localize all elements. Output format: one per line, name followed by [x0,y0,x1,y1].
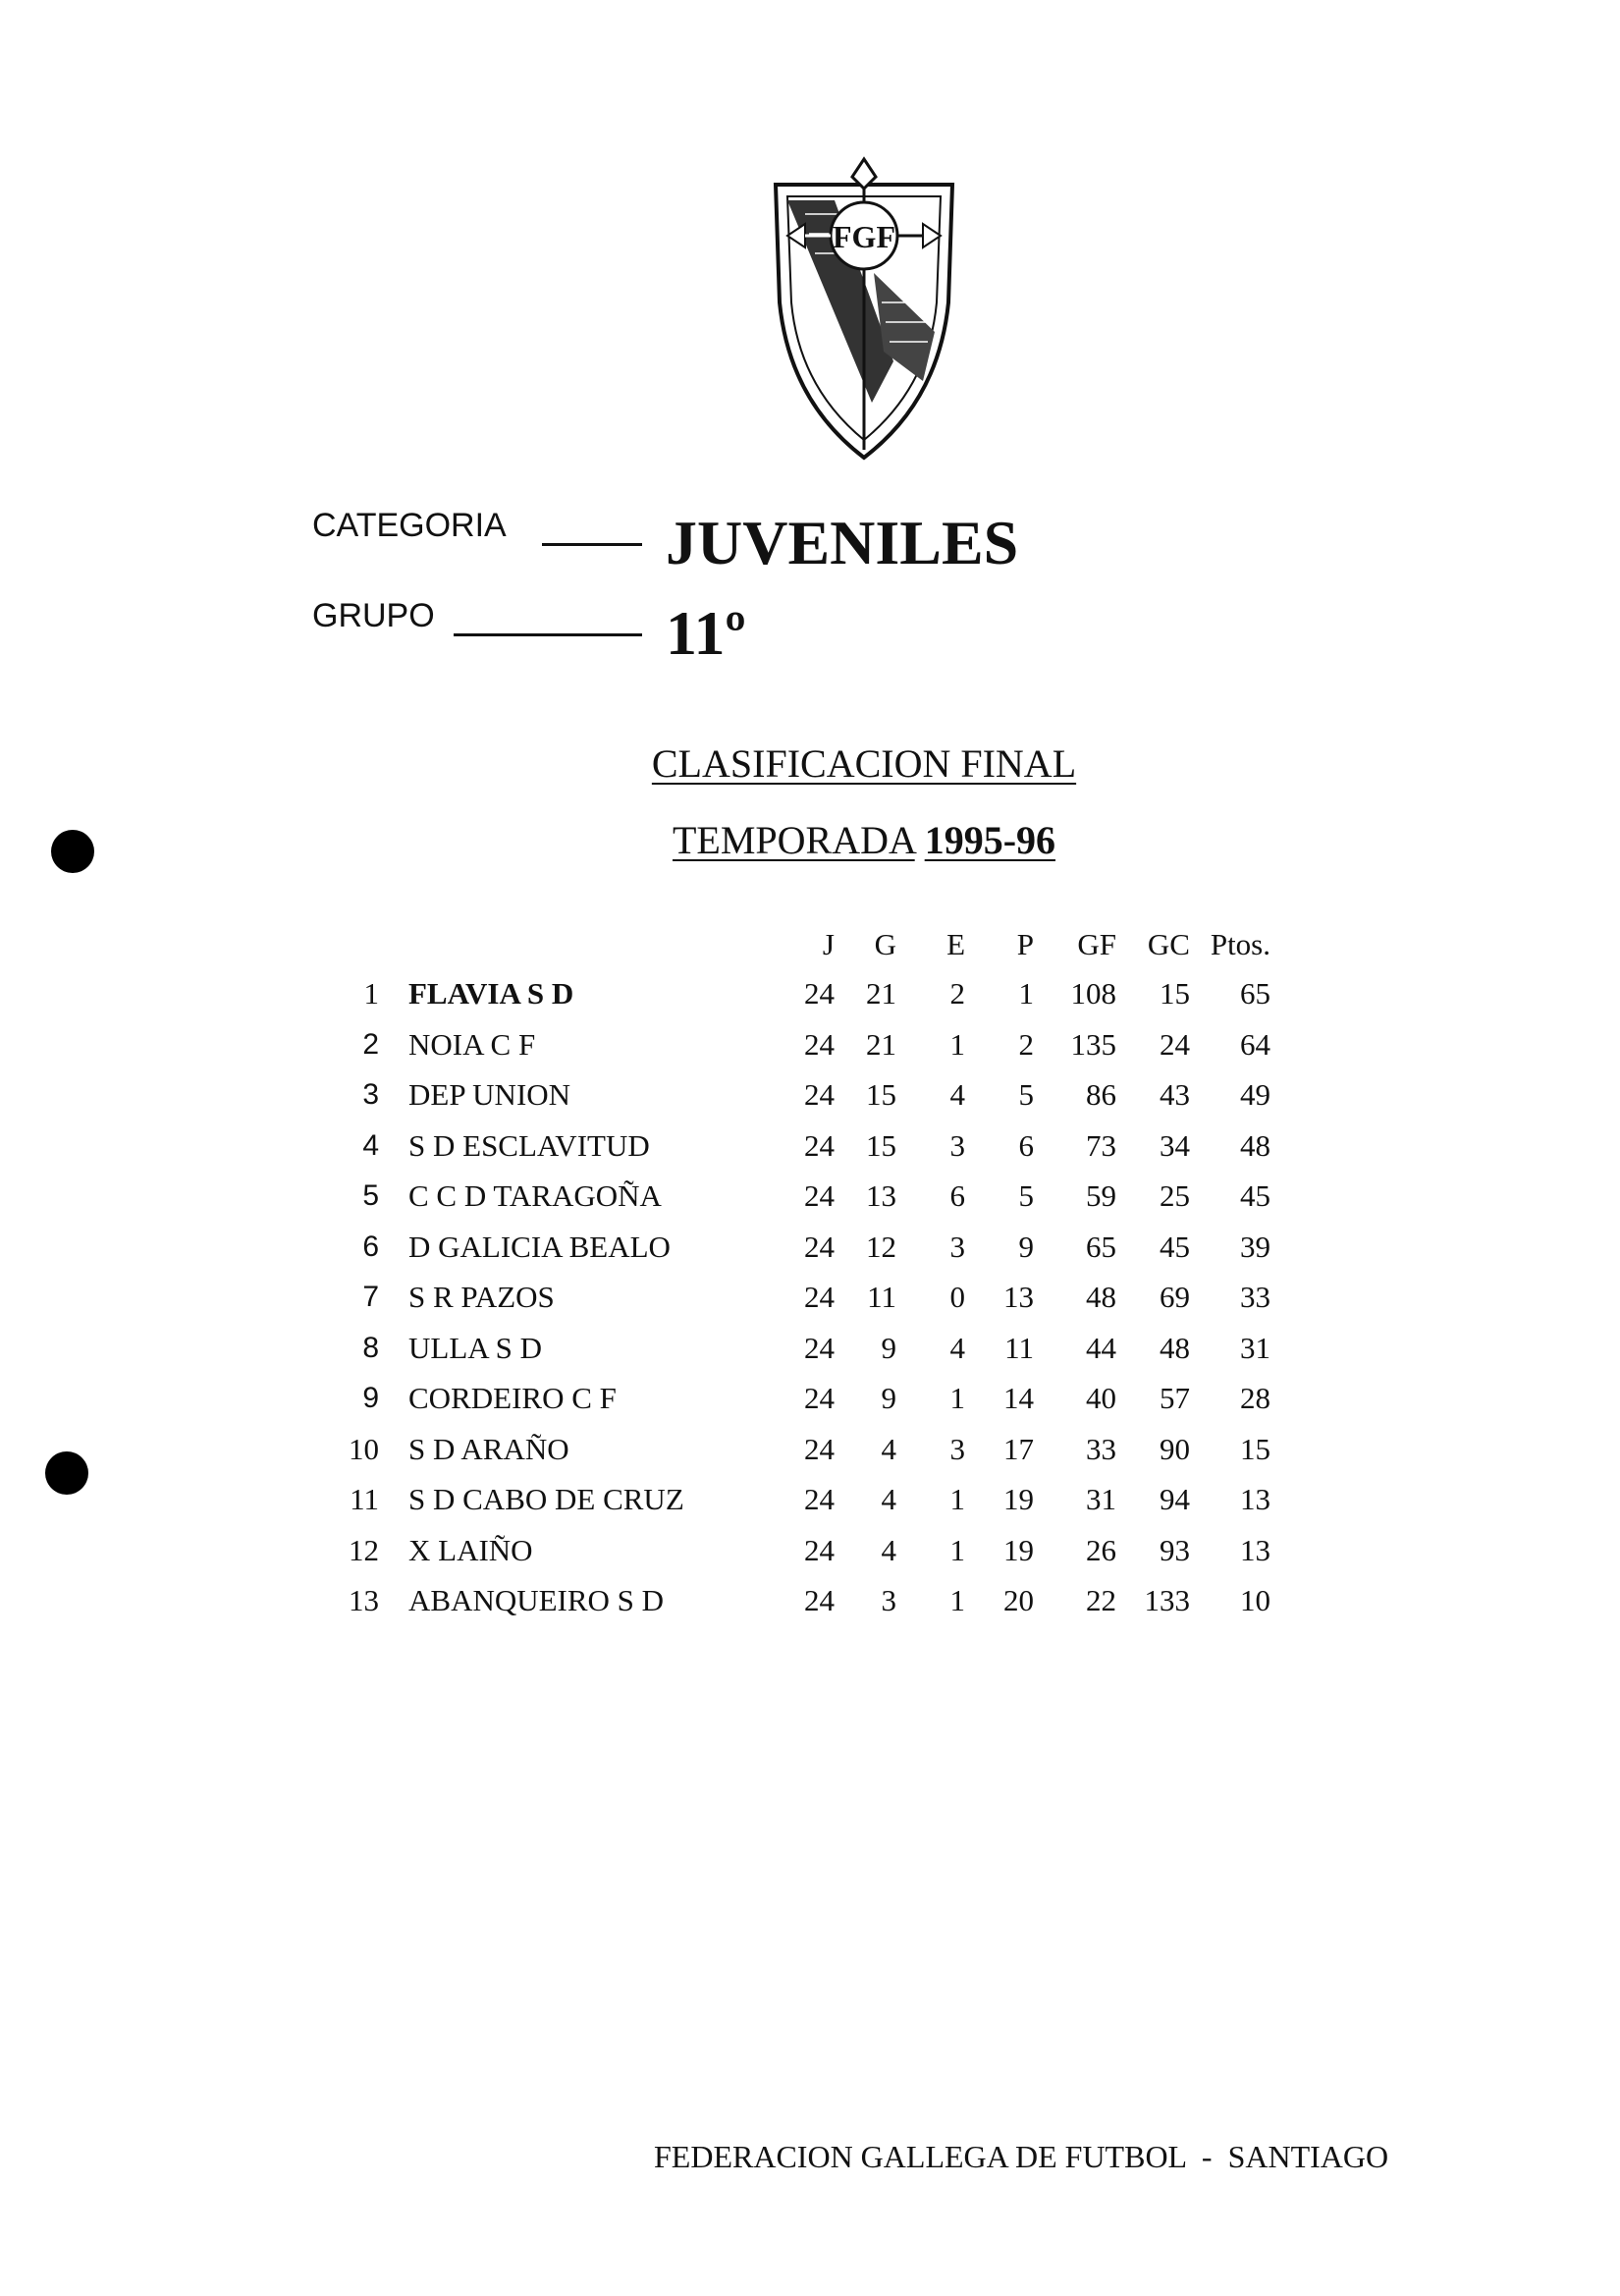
played-cell: 24 [804,1431,835,1466]
played-cell: 24 [804,1178,835,1213]
position-cell: 2 [362,1027,379,1061]
lost-cell: 5 [1018,1077,1034,1112]
points-cell: 28 [1240,1381,1270,1415]
goals-for-cell: 44 [1086,1330,1116,1365]
table-row [330,1575,1270,1626]
goals-against-cell: 69 [1160,1280,1190,1314]
goals-for-cell: 108 [1070,976,1116,1011]
team-cell: C C D TARAGOÑA [408,1178,662,1213]
col-header-j: J [822,927,835,961]
drawn-cell: 1 [949,1381,965,1415]
position-cell: 4 [362,1128,379,1162]
goals-for-cell: 33 [1086,1431,1116,1466]
grupo-rule [454,633,642,636]
lost-cell: 19 [1003,1532,1034,1567]
position-cell: 9 [362,1382,379,1414]
table-row [330,1019,1270,1070]
table-row [330,1069,1270,1121]
won-cell: 4 [881,1431,896,1466]
played-cell: 24 [804,1026,835,1062]
lost-cell: 14 [1003,1381,1034,1415]
position-cell: 1 [363,976,379,1011]
position-cell: 3 [362,1078,379,1111]
table-row [330,1424,1270,1475]
drawn-cell: 1 [949,1583,965,1617]
played-cell: 24 [804,1229,835,1264]
lost-cell: 1 [1018,976,1034,1011]
played-cell: 24 [804,1330,835,1365]
goals-for-cell: 135 [1070,1026,1116,1062]
goals-for-cell: 86 [1086,1077,1116,1112]
points-cell: 10 [1240,1583,1270,1617]
lost-cell: 2 [1018,1026,1034,1062]
goals-against-cell: 48 [1160,1330,1190,1365]
points-cell: 33 [1240,1280,1270,1314]
won-cell: 15 [866,1077,896,1112]
table-row [330,1525,1270,1576]
won-cell: 13 [866,1178,896,1213]
classification-title-text: CLASIFICACION FINAL [651,741,1077,786]
points-cell: 13 [1240,1482,1270,1516]
goals-against-cell: 34 [1160,1127,1190,1163]
lost-cell: 13 [1003,1280,1034,1314]
won-cell: 3 [881,1583,896,1617]
lost-cell: 17 [1003,1431,1034,1466]
standings-header-row [330,921,1270,968]
position-cell: 5 [362,1179,379,1212]
goals-against-cell: 24 [1160,1026,1190,1062]
goals-for-cell: 59 [1086,1178,1116,1213]
won-cell: 9 [881,1381,896,1415]
drawn-cell: 3 [949,1431,965,1466]
table-row [330,1272,1270,1323]
won-cell: 9 [881,1330,896,1365]
drawn-cell: 0 [949,1280,965,1314]
drawn-cell: 1 [949,1532,965,1567]
col-header-g: G [874,927,896,961]
season-value: 1995-96 [924,818,1056,862]
goals-for-cell: 22 [1086,1583,1116,1617]
team-cell: FLAVIA S D [408,976,574,1011]
goals-against-cell: 43 [1160,1077,1190,1112]
points-cell: 45 [1240,1178,1270,1213]
table-row [330,1222,1270,1273]
played-cell: 24 [804,1583,835,1617]
standings-table [330,921,1270,1626]
goals-against-cell: 90 [1160,1431,1190,1466]
position-cell: 6 [362,1230,379,1263]
lost-cell: 6 [1018,1127,1034,1163]
categoria-rule [542,543,642,546]
drawn-cell: 4 [949,1330,965,1365]
team-cell: ULLA S D [408,1330,543,1365]
team-cell: ABANQUEIRO S D [408,1583,665,1617]
played-cell: 24 [804,1280,835,1314]
drawn-cell: 1 [949,1482,965,1516]
goals-against-cell: 133 [1144,1583,1190,1617]
table-row [330,1323,1270,1374]
team-cell: NOIA C F [408,1026,536,1062]
played-cell: 24 [804,1127,835,1163]
season-label: TEMPORADA [672,818,915,862]
points-cell: 65 [1240,976,1270,1011]
goals-for-cell: 31 [1086,1482,1116,1516]
goals-against-cell: 93 [1160,1532,1190,1567]
grupo-label: GRUPO [312,597,435,634]
lost-cell: 5 [1018,1178,1034,1213]
points-cell: 48 [1240,1127,1270,1163]
lost-cell: 9 [1018,1229,1034,1264]
team-cell: X LAIÑO [408,1532,533,1567]
won-cell: 12 [866,1229,896,1264]
played-cell: 24 [804,1077,835,1112]
played-cell: 24 [804,976,835,1011]
won-cell: 4 [881,1482,896,1516]
played-cell: 24 [804,1532,835,1567]
drawn-cell: 3 [949,1229,965,1264]
lost-cell: 11 [1004,1330,1034,1365]
drawn-cell: 1 [949,1026,965,1062]
position-cell: 13 [349,1583,379,1617]
position-cell: 12 [349,1532,379,1567]
points-cell: 39 [1240,1229,1270,1264]
table-row [330,1171,1270,1222]
drawn-cell: 4 [949,1077,965,1112]
position-cell: 7 [362,1281,379,1313]
categoria-label: CATEGORIA [312,507,507,544]
table-row [330,1474,1270,1525]
lost-cell: 19 [1003,1482,1034,1516]
team-cell: S D ARAÑO [408,1431,569,1466]
won-cell: 21 [866,1026,896,1062]
played-cell: 24 [804,1381,835,1415]
position-cell: 8 [362,1331,379,1364]
goals-for-cell: 48 [1086,1280,1116,1314]
lost-cell: 20 [1003,1583,1034,1617]
goals-for-cell: 40 [1086,1381,1116,1415]
played-cell: 24 [804,1482,835,1516]
punch-hole-bottom [45,1451,88,1495]
team-cell: S D CABO DE CRUZ [408,1482,684,1516]
classification-title [0,740,1620,787]
won-cell: 21 [866,976,896,1011]
col-header-pts: Ptos. [1210,927,1270,961]
drawn-cell: 2 [949,976,965,1011]
team-cell: DEP UNION [408,1077,571,1112]
position-cell: 10 [349,1431,379,1466]
categoria-value: JUVENILES [666,508,1019,577]
drawn-cell: 6 [949,1178,965,1213]
goals-for-cell: 65 [1086,1229,1116,1264]
table-row [330,1121,1270,1172]
team-cell: D GALICIA BEALO [408,1229,671,1264]
federation-crest-logo [766,155,962,462]
goals-against-cell: 25 [1160,1178,1190,1213]
goals-against-cell: 45 [1160,1229,1190,1264]
footer-federation: FEDERACION GALLEGA DE FUTBOL - SANTIAGO [654,2139,1389,2174]
points-cell: 13 [1240,1532,1270,1567]
drawn-cell: 3 [949,1127,965,1163]
col-header-gf: GF [1077,927,1116,961]
team-cell: S D ESCLAVITUD [408,1127,650,1163]
won-cell: 4 [881,1532,896,1567]
won-cell: 11 [867,1280,896,1314]
table-row [330,1373,1270,1424]
grupo-value: 11º [666,598,746,668]
team-cell: CORDEIRO C F [408,1381,617,1415]
team-cell: S R PAZOS [408,1280,555,1314]
goals-against-cell: 94 [1160,1482,1190,1516]
col-header-p: P [1016,927,1034,961]
goals-for-cell: 73 [1086,1127,1116,1163]
position-cell: 11 [350,1482,379,1516]
crest-letters: FGF [833,219,895,254]
points-cell: 64 [1240,1026,1270,1062]
col-header-gc: GC [1147,927,1190,961]
points-cell: 49 [1240,1077,1270,1112]
goals-against-cell: 15 [1160,976,1190,1011]
points-cell: 31 [1240,1330,1270,1365]
points-cell: 15 [1240,1431,1270,1466]
table-row [330,968,1270,1019]
goals-against-cell: 57 [1160,1381,1190,1415]
won-cell: 15 [866,1127,896,1163]
goals-for-cell: 26 [1086,1532,1116,1567]
col-header-e: E [946,927,965,961]
season-line [0,817,1620,863]
